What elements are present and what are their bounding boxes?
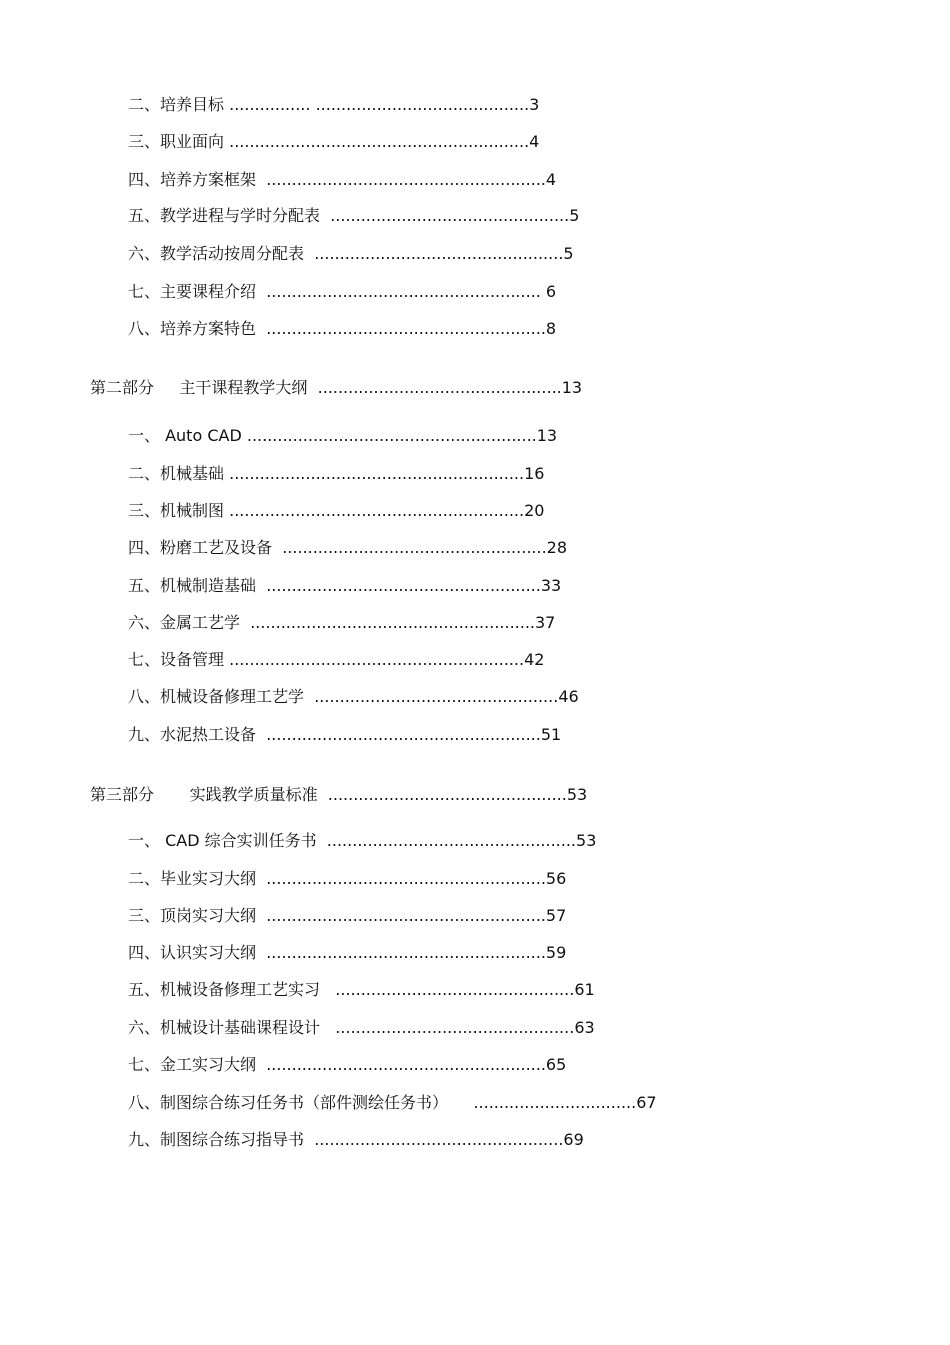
toc-entry[interactable] (128, 1018, 595, 1038)
toc-entry-label: 五、机械设备修理工艺实习 (128, 980, 321, 999)
toc-entry-page: 42 (524, 650, 545, 669)
toc-entry-page: 20 (524, 501, 545, 520)
toc-entry-page: 46 (558, 687, 579, 706)
toc-entry-leader: ............................................... (320, 980, 575, 999)
toc-entry-leader: .......................................................... (224, 650, 525, 669)
toc-entry-leader: ................ .......................................... (224, 95, 530, 114)
toc-entry[interactable] (128, 687, 579, 707)
toc-entry-leader: ....................................................... (256, 906, 546, 925)
toc-entry-label: 四、培养方案框架 (128, 170, 257, 189)
toc-entry-label: 六、金属工艺学 (128, 613, 241, 632)
toc-entry-page: 69 (563, 1130, 584, 1149)
toc-entry-label: 四、粉磨工艺及设备 (128, 538, 273, 557)
toc-entry-leader: ................................................. (316, 831, 577, 850)
toc-entry-leader: ............................................... (320, 206, 570, 225)
toc-entry-label: 八、机械设备修理工艺学 (128, 687, 305, 706)
toc-entry-label: 八、制图综合练习任务书（部件测绘任务书） (128, 1093, 449, 1112)
toc-entry-leader: ...................................................... (256, 576, 541, 595)
toc-entry-page: 67 (636, 1093, 657, 1112)
toc-entry-label: 四、认识实习大纲 (128, 943, 257, 962)
toc-entry-label: 三、职业面向 (128, 132, 225, 151)
toc-entry-page: 59 (545, 943, 567, 962)
toc-entry[interactable] (128, 538, 567, 558)
toc-entry-label: 三、机械制图 (128, 501, 225, 520)
toc-entry-label: 七、设备管理 (128, 650, 225, 669)
toc-entry-label: 六、机械设计基础课程设计 (128, 1018, 321, 1037)
toc-entry-leader: .......................................................... (224, 501, 525, 520)
toc-entry-leader: ................................ (448, 1093, 637, 1112)
toc-entry-page: 4 (529, 132, 540, 151)
toc-entry[interactable] (128, 282, 556, 302)
toc-part-page: 53 (566, 785, 588, 804)
toc-entry-label: 二、培养目标 (128, 95, 225, 114)
toc-entry-label: 九、制图综合练习指导书 (128, 1130, 305, 1149)
toc-entry[interactable] (128, 576, 561, 596)
toc-entry[interactable] (128, 613, 555, 633)
toc-entry-page: 16 (524, 464, 545, 483)
toc-entry[interactable] (128, 725, 561, 745)
toc-entry-leader: .................................................... (272, 538, 547, 557)
toc-entry[interactable] (128, 426, 557, 446)
toc-entry-page: 6 (540, 282, 557, 301)
toc-entry-page: 65 (545, 1055, 567, 1074)
toc-entry-leader: ........................................................... (224, 132, 530, 151)
toc-entry[interactable] (128, 95, 539, 115)
toc-part-heading[interactable] (90, 378, 582, 398)
toc-entry[interactable] (128, 906, 566, 926)
toc-entry-label: 五、教学进程与学时分配表 (128, 206, 321, 225)
toc-entry-leader: ................................................ (304, 687, 559, 706)
toc-entry[interactable] (128, 943, 566, 963)
toc-entry[interactable] (128, 869, 566, 889)
toc-entry-page: 3 (529, 95, 540, 114)
toc-entry-leader: ........................................................ (240, 613, 535, 632)
toc-entry-leader: ....................................................... (256, 319, 546, 338)
toc-entry-label: 二、毕业实习大纲 (128, 869, 257, 888)
toc-part-leader: ................................................ (307, 378, 562, 397)
toc-entry-label: 一、 Auto CAD (128, 426, 242, 445)
toc-entry-label: 一、 CAD 综合实训任务书 (128, 831, 317, 850)
toc-entry[interactable] (128, 980, 595, 1000)
toc-entry[interactable] (128, 206, 579, 226)
toc-entry-label: 七、主要课程介绍 (128, 282, 257, 301)
toc-entry[interactable] (128, 650, 544, 670)
toc-entry-page: 13 (536, 426, 558, 445)
toc-part-leader: ............................................... (317, 785, 567, 804)
toc-entry[interactable] (128, 170, 556, 190)
toc-part-heading[interactable] (90, 785, 587, 805)
toc-entry-page: 53 (576, 831, 597, 850)
toc-entry-leader: ................................................. (304, 1130, 564, 1149)
toc-part-label: 第二部分 主干课程教学大纲 (90, 378, 308, 397)
toc-entry-page: 4 (545, 170, 557, 189)
toc-entry-page: 8 (545, 319, 557, 338)
toc-entry-leader: ...................................................... (256, 282, 541, 301)
toc-entry-leader: ....................................................... (256, 869, 546, 888)
toc-part-page: 13 (561, 378, 583, 397)
toc-entry-page: 5 (569, 206, 580, 225)
toc-entry-page: 61 (574, 980, 595, 999)
toc-entry-leader: ....................................................... (256, 1055, 546, 1074)
toc-entry[interactable] (128, 244, 574, 264)
toc-entry-leader: ....................................................... (256, 170, 546, 189)
toc-entry[interactable] (128, 132, 539, 152)
toc-entry[interactable] (128, 831, 596, 851)
toc-entry-leader: .......................................................... (224, 464, 525, 483)
toc-entry-page: 63 (574, 1018, 595, 1037)
toc-entry[interactable] (128, 319, 556, 339)
toc-entry-page: 51 (540, 725, 562, 744)
toc-entry-label: 六、教学活动按周分配表 (128, 244, 305, 263)
toc-part-label: 第三部分 实践教学质量标准 (90, 785, 318, 804)
toc-entry-label: 五、机械制造基础 (128, 576, 257, 595)
toc-entry[interactable] (128, 1130, 584, 1150)
toc-entry-page: 5 (563, 244, 574, 263)
toc-entry-leader: ............................................... (320, 1018, 575, 1037)
toc-entry-page: 37 (535, 613, 556, 632)
toc-entry-leader: ....................................................... (256, 943, 546, 962)
toc-entry-label: 八、培养方案特色 (128, 319, 257, 338)
toc-entry[interactable] (128, 501, 544, 521)
toc-entry-page: 28 (546, 538, 568, 557)
toc-entry-leader: ...................................................... (256, 725, 541, 744)
toc-entry-leader: ......................................................... (241, 426, 537, 445)
toc-entry-label: 九、水泥热工设备 (128, 725, 257, 744)
toc-entry[interactable] (128, 464, 544, 484)
toc-entry-label: 二、机械基础 (128, 464, 225, 483)
toc-entry-leader: ................................................. (304, 244, 564, 263)
toc-entry[interactable] (128, 1093, 657, 1113)
toc-entry-label: 七、金工实习大纲 (128, 1055, 257, 1074)
toc-entry[interactable] (128, 1055, 566, 1075)
toc-entry-page: 56 (545, 869, 567, 888)
toc-entry-page: 57 (545, 906, 567, 925)
toc-entry-page: 33 (540, 576, 562, 595)
toc-entry-label: 三、顶岗实习大纲 (128, 906, 257, 925)
